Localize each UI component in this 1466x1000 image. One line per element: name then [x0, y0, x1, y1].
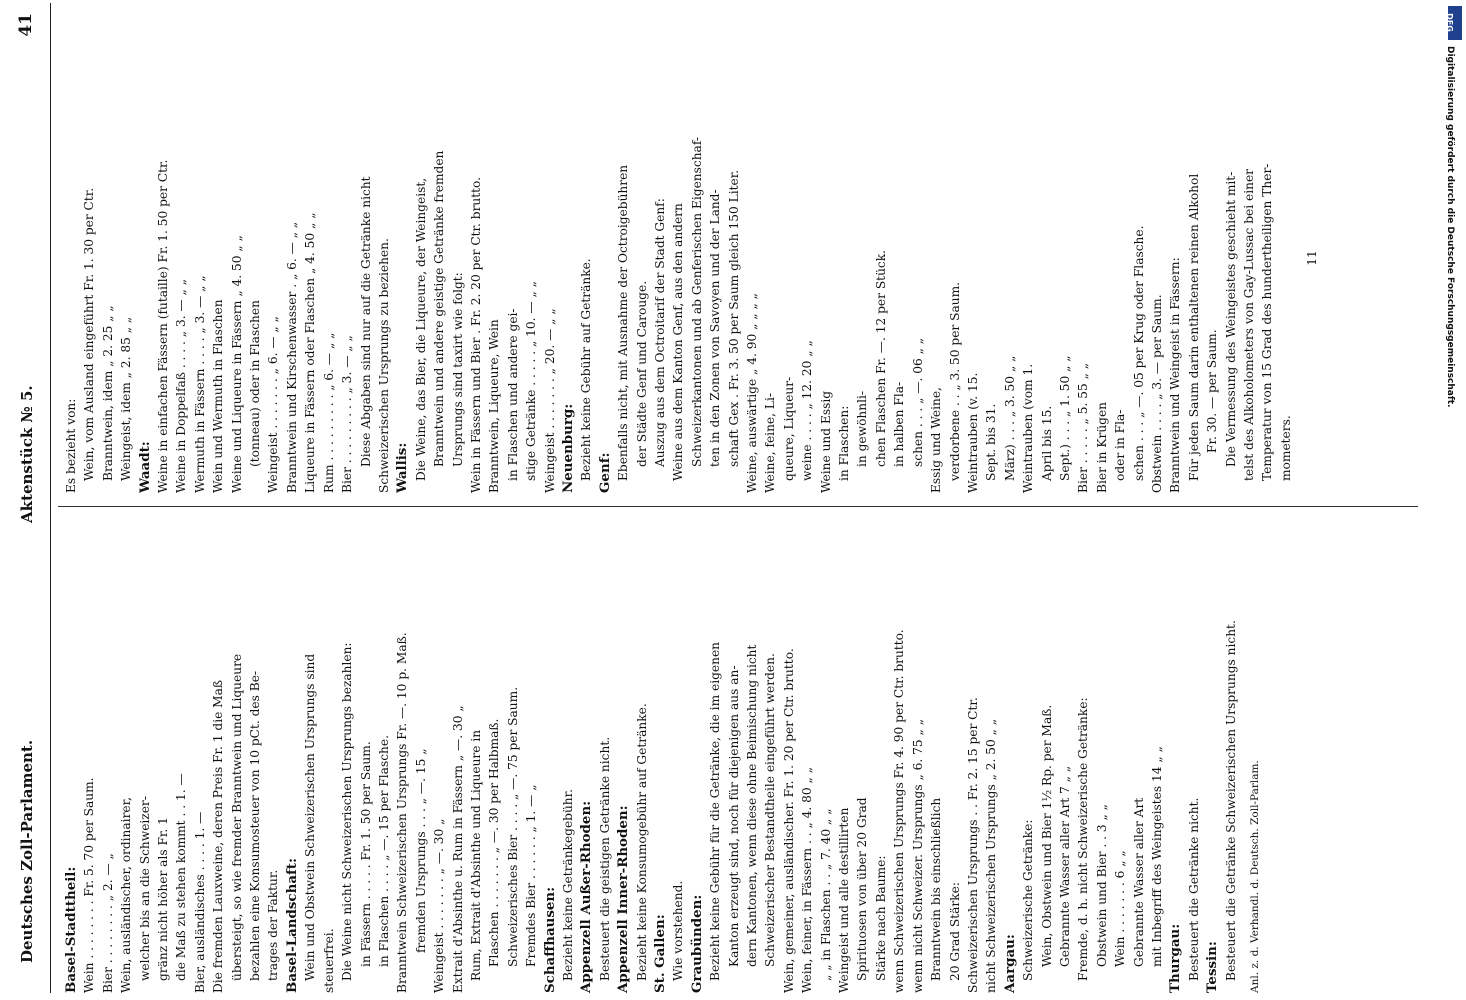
text-line: Weingeist . . . . . . . „ 20. — „ „	[542, 308, 557, 493]
text-line: Weine in einfachen Fässern (futaille) Fr. 1. 50 per Ctr.	[156, 159, 171, 493]
text-line: Die Weine nicht Schweizerischen Ursprungs bezahlen:	[340, 642, 355, 981]
text-line: Weine und Liqueure in Fässern „ 4. 50 „ „	[229, 235, 244, 493]
text-line: weine . . . . „ 12. 20 „ „	[800, 340, 815, 481]
text-line: Bezieht keine Getränkegebühr.	[560, 788, 575, 981]
text-line: Es bezieht von:	[64, 398, 78, 493]
text-line: Weintrauben (vom 1.	[1021, 363, 1036, 493]
header-page-number: 41	[16, 13, 36, 37]
text-line: Spirituosen von über 20 Grad	[855, 797, 870, 981]
text-line: Wein, feiner, in Fässern . . „ 4. 80 „ „	[800, 766, 815, 993]
text-line: Wein, vom Ausland eingeführt Fr. 1. 30 per Ctr.	[82, 187, 97, 481]
text-line: Kanton erzeugt sind, noch für diejenigen aus an-	[726, 665, 741, 967]
text-line: Stärke nach Baume:	[873, 855, 888, 981]
section-heading: Waadt:	[136, 441, 153, 493]
text-line: schen . . . „ —. 05 per Krug oder Flasche.	[1131, 225, 1146, 481]
text-line: in Flaschen:	[837, 405, 852, 481]
text-line: Fremde, d. h. nicht Schweizerische Getränke:	[1076, 697, 1091, 981]
page-header	[18, 3, 44, 993]
text-line: schen . . . „ —. 06 „ „	[910, 337, 925, 467]
text-line: Bezieht keine Gebühr für die Getränke, die im eigenen	[708, 641, 723, 981]
text-line: Flaschen . . . . . . . „ —. 30 per Halbmaß.	[487, 718, 502, 967]
text-line: Weingeist . . . . . . . „ 6. — „ „	[266, 316, 281, 493]
text-line: wenn nicht Schweizer. Ursprungs „ 6. 75 „ „	[910, 718, 925, 993]
text-line: Bier . . . . . „ 5. 55 „ „	[1076, 362, 1091, 493]
text-line: Branntwein bis einschließlich	[929, 797, 944, 981]
text-line: Schweizerisches Bier . . . . „ —. 75 per Saum.	[505, 686, 520, 967]
text-line: Wein in Fässern und Bier . Fr. 2. 20 per Ctr. brutto.	[468, 176, 483, 493]
text-line: Schweizerischen Ursprungs . . Fr. 2. 15 per Ctr.	[965, 697, 980, 993]
text-line: Weintrauben (v. 15.	[965, 372, 980, 493]
text-line: Wein und Wermuth in Flaschen	[211, 299, 226, 493]
section-heading: Genf:	[596, 452, 613, 493]
text-line: Die Vermessung des Weingeistes geschieht mit-	[1223, 171, 1238, 467]
header-rule	[50, 3, 51, 993]
section-heading: Thurgau:	[1167, 923, 1184, 993]
text-line: der Städte Genf und Carouge.	[634, 280, 649, 467]
section-heading: Graubünden:	[688, 894, 705, 993]
section-heading: Aargau:	[1001, 934, 1018, 993]
text-line: steuerfrei.	[321, 928, 336, 993]
text-line: Die fremden Lauxweine, deren Preis Fr. 1 die Maß	[211, 679, 226, 993]
text-line: in Fässern . . . . . Fr. 1. 50 per Saum.	[358, 741, 373, 967]
text-line: „ „ in Flaschen . . „ 7. 40 „ „	[818, 808, 833, 981]
text-line: Obstwein und Bier . . 3 „ „	[1094, 804, 1109, 967]
text-line: Branntwein und Weingeist in Fässern:	[1168, 257, 1183, 493]
section-heading: Neuenburg:	[559, 403, 576, 493]
text-line: chen Flaschen Fr. —. 12 per Stück.	[873, 250, 888, 467]
text-line: Wein, ausländischer, ordinairer,	[119, 797, 134, 993]
text-line: Bier . . . . . . . . „ 2. — „	[100, 853, 115, 993]
text-line: Fremdes Bier . . . . . . „ 1. — „	[524, 784, 539, 967]
text-line: Wein, Obstwein und Bier 1½ Rp. per Maß.	[1039, 704, 1054, 967]
text-line: Bier in Krügen	[1094, 401, 1109, 493]
section-heading: Appenzell Außer-Rhoden:	[578, 800, 595, 993]
bottom-page-number: 11	[1305, 250, 1320, 266]
text-line: Wie vorstehend.	[671, 880, 686, 981]
text-line: in Flaschen und andere gei-	[505, 308, 520, 481]
text-line: Besteuert die Getränke nicht.	[1186, 797, 1201, 981]
right-column	[62, 23, 1322, 493]
text-line: Obstwein . . . . „ 3. — per Saum.	[1149, 294, 1164, 493]
left-column	[62, 523, 1264, 993]
text-line: schaft Gex . Fr. 3. 50 per Saum gleich 150 Liter.	[726, 169, 741, 467]
text-line: Für jeden Saum darin enthaltenen reinen Alkohol	[1186, 173, 1201, 481]
text-line: Branntwein und Kirschenwasser . „ 6. — „ „	[284, 221, 299, 493]
text-line: die Maß zu stehen kommt . . 1. —	[174, 773, 189, 981]
text-line: Schweizerischen Ursprungs zu beziehen.	[376, 238, 391, 493]
text-line: in gewöhnli-	[855, 390, 870, 467]
text-line: Weine aus dem Kanton Genf, aus den andern	[671, 203, 686, 481]
text-line: stige Getränke . . . . . „ 10. — „ „	[524, 281, 539, 481]
text-line: Weingeist, idem „ 2. 85 „ „	[119, 316, 134, 481]
text-line: fremden Ursprungs . . . „ —. 15 „	[413, 748, 428, 953]
header-document-number: Aktenstück № 5.	[18, 385, 36, 523]
text-line: gränz nicht höher als Fr. 1	[156, 817, 171, 981]
section-heading: Tessin:	[1204, 941, 1221, 993]
text-line: Fr. 30. — per Saum.	[1205, 329, 1220, 453]
text-line: Branntwein und andere geistige Getränke fremden	[432, 150, 447, 467]
text-line: dern Kantonen, wenn diese ohne Beimischung nicht	[745, 644, 760, 967]
rotated-text-block	[18, 3, 1418, 993]
text-line: Wein . . . . . . . . Fr. 5. 70 per Saum.	[82, 777, 97, 993]
digitization-stamp	[1444, 6, 1462, 988]
section-heading: Appenzell Inner-Rhoden:	[615, 805, 632, 993]
text-line: ten in den Zonen von Savoyen und der Land-	[708, 189, 723, 467]
text-line: in Flaschen . . . . „ —. 15 per Flasche.	[376, 735, 391, 967]
text-line: Weingeist und alle destillirten	[837, 807, 852, 993]
text-line: Extrait d'Absinthe u. Rum in Fässern „ —. 30 „	[450, 705, 465, 993]
digitization-notice: Digitalisierung gefördert durch die Deutsche Forschungsgemeinschaft.	[1445, 46, 1455, 408]
text-line: Weine, feine, Li-	[763, 393, 778, 493]
text-line: bezahlen eine Konsumosteuer von 10 pCt. des Be-	[248, 670, 263, 981]
section-heading: St. Gallen:	[652, 914, 668, 993]
text-line: telst des Alkoholometers von Gay-Lussac bei einer	[1242, 168, 1256, 481]
text-line: April bis 15.	[1039, 405, 1054, 481]
text-line: verdorbene . . „ 3. 50 per Saum.	[947, 281, 962, 481]
text-line: Sept.) . . . „ 1. 50 „ „	[1057, 355, 1072, 481]
text-line: Schweizerische Getränke:	[1021, 819, 1036, 981]
text-line: Weine und Essig	[818, 390, 833, 493]
text-line: Bezieht keine Gebühr auf Getränke.	[579, 258, 594, 481]
header-title: Deutsches Zoll-Parlament.	[18, 739, 36, 963]
text-line: Bier, ausländisches . . . . 1. —	[192, 811, 207, 993]
text-line: Branntwein Schweizerischen Ursprungs Fr. —. 10 p. Maß.	[395, 632, 410, 993]
text-line: Weingeist . . . . . . . „ —. 30 „	[432, 818, 447, 993]
section-heading: Basel-Landschaft:	[283, 858, 300, 993]
text-line: trages der Faktur.	[266, 869, 281, 981]
text-line: Bier . . . . . . . . . „ 3. — „ „	[340, 335, 355, 493]
text-line: Rum . . . . . . . . . „ 6. — „ „	[321, 332, 336, 493]
text-line: Ebenfalls nicht, mit Ausnahme der Octroigebühren	[616, 164, 631, 481]
text-line: Liqueure in Fässern oder Flaschen „ 4. 50 „ „	[303, 212, 318, 493]
section-heading: Basel-Stadttheil:	[63, 866, 79, 993]
text-line: Weine, auswärtige „ 4. 90 „ „ „ „	[745, 293, 760, 493]
text-line: welcher bis an die Schweizer-	[137, 796, 152, 981]
text-line: wenn Schweizerischen Ursprungs Fr. 4. 90 per Ctr. brutto.	[892, 629, 907, 993]
text-line: queure, Liqueur-	[781, 376, 796, 481]
text-line: Schweizerkantonen und ab Genferischen Eigenschaf-	[689, 136, 704, 467]
text-line: Temperatur von 15 Grad des hundertheiligen Ther-	[1260, 163, 1275, 481]
text-line: Besteuert die geistigen Getränke nicht.	[597, 736, 612, 981]
text-line: 20 Grad Stärke:	[947, 882, 962, 981]
text-line: Schweizerischer Bestandtheile eingeführt werden.	[763, 653, 778, 967]
text-line: Die Weine, das Bier, die Liqueure, der Weingeist,	[413, 177, 428, 481]
text-line: in halben Fla-	[892, 381, 907, 467]
text-line: Bezieht keine Konsumogebühr auf Getränke.	[634, 703, 649, 981]
footnote: Anl. z. d. Verhandl. d. Deutsch. Zoll-Parlam.	[1249, 760, 1261, 993]
text-line: Besteuert die Getränke Schweizerischen Ursprungs nicht.	[1223, 620, 1238, 981]
dfg-logo: DFG	[1448, 6, 1462, 40]
text-line: Wermuth in Fässern . . . . „ 3. — „ „	[192, 275, 207, 493]
text-line: oder in Fla-	[1113, 409, 1128, 481]
text-line: Gebrannte Wasser aller Art	[1131, 797, 1146, 967]
section-heading: Schaffhausen:	[541, 886, 558, 993]
column-divider	[58, 506, 1418, 507]
text-line: Wein und Obstwein Schweizerischen Ursprungs sind	[303, 653, 318, 981]
text-line: mit Inbegriff des Weingeistes 14 „ „	[1149, 746, 1164, 967]
text-line: Ursprungs sind taxirt wie folgt:	[450, 272, 465, 467]
text-line: mometers.	[1278, 415, 1293, 481]
text-line: Sept. bis 31.	[984, 403, 999, 481]
text-line: Wein . . . . . . . 6 „ „	[1113, 850, 1128, 967]
text-line: Diese Abgaben sind nur auf die Getränke nicht	[358, 176, 373, 467]
section-heading: Wallis:	[394, 442, 411, 493]
text-line: Branntwein, idem „ 2. 25 „ „	[100, 305, 115, 481]
text-line: Wein, gemeiner, ausländischer. Fr. 1. 20 per Ctr. brutto.	[781, 648, 796, 993]
text-line: Rum, Extrait d'Absinthe und Liqueure in	[468, 729, 483, 981]
text-line: Branntwein, Liqueure, Wein	[487, 319, 502, 493]
text-line: Auszug aus dem Octroitarif der Stadt Genf:	[653, 198, 667, 467]
text-line: übersteigt, so wie fremder Branntwein und Liqueure	[229, 653, 244, 981]
text-line: Essig und Weine,	[929, 387, 944, 493]
text-line: (tonneau) oder in Flaschen	[248, 300, 263, 467]
text-line: Gebrannte Wasser aller Art 7 „ „	[1057, 765, 1072, 967]
text-line: März) . . . „ 3. 50 „ „	[1002, 355, 1017, 481]
text-line: nicht Schweizerischen Ursprungs „ 2. 50 „ „	[984, 718, 999, 993]
text-line: Weine in Doppelfaß . . . . „ 3. — „ „	[174, 278, 189, 493]
